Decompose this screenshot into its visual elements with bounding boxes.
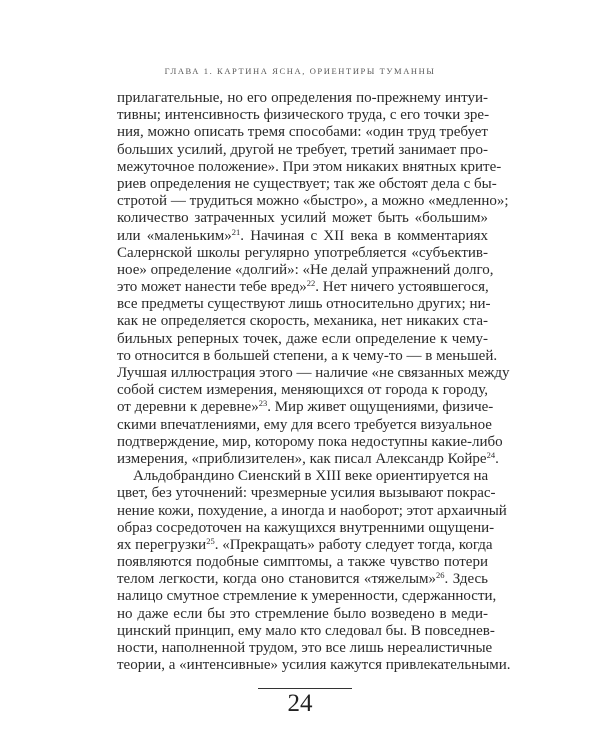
text-segment: ности, наполненной трудом, это все лишь нереалистичные	[117, 640, 493, 656]
body-text	[117, 90, 511, 674]
text-line	[117, 554, 488, 571]
text-line	[117, 622, 495, 640]
page-number-rule	[258, 688, 352, 689]
text-line	[117, 142, 488, 159]
text-line	[117, 210, 488, 227]
text-segment: появляются подобные симптомы, а также чувство потери	[117, 554, 488, 571]
text-line	[117, 158, 502, 176]
text-segment: измерения, «приблизителен», как писал Александр Койре	[117, 450, 487, 467]
text-segment: скими впечатлениями, ему для всего требуется визуальное	[117, 416, 492, 433]
text-line	[117, 347, 498, 365]
text-segment: бильных реперных точек, даже если определение к чему-	[117, 330, 488, 347]
text-line	[117, 193, 509, 210]
text-segment: . Начиная с XII века в комментариях	[240, 227, 488, 244]
text-segment: собой систем измерения, меняющихся от города к городу,	[117, 382, 488, 399]
running-header: ГЛАВА 1. КАРТИНА ЯСНА, ОРИЕНТИРЫ ТУМАННЫ	[164, 66, 436, 76]
text-segment: Альдобрандино Сиенский в XIII веке ориентируется на	[133, 468, 489, 485]
text-segment: ное» определение «долгий»: «Не делай упражнений долго,	[117, 261, 494, 278]
text-line	[117, 228, 488, 245]
text-segment: . «Прекращать» работу следует тогда, когда	[214, 536, 493, 553]
text-segment: образ сосредоточен на кажущихся внутренними ощущени-	[117, 519, 495, 536]
footnote-marker: 26	[436, 570, 445, 581]
text-segment: все предметы существуют лишь относительно других; ни-	[117, 296, 491, 313]
text-segment: . Нет ничего устоявшегося,	[315, 279, 489, 296]
text-line	[117, 657, 511, 674]
text-segment: цвет, без уточнений: чрезмерные усилия вызывают покрас-	[117, 485, 496, 502]
text-line	[117, 416, 492, 434]
text-line	[117, 124, 488, 141]
text-segment: тивны; интенсивность физического труда, с его точки зре-	[117, 107, 490, 124]
text-segment: как не определяется скорость, механика, нет никаких ста-	[117, 313, 488, 330]
text-segment: .	[495, 450, 499, 467]
text-segment: Лучшая иллюстрация этого — наличие «не связанных между	[117, 365, 510, 381]
text-line	[117, 313, 488, 330]
text-segment: налицо смутное стремление к умеренности, сдержанности,	[117, 588, 497, 605]
footnote-marker: 25	[206, 535, 215, 546]
text-line	[117, 90, 488, 107]
text-segment: то относится в большей степени, а к чему-то — в меньшей.	[117, 347, 498, 364]
text-segment: ния, можно описать тремя способами: «один труд требует	[117, 124, 488, 141]
text-segment: телом легкости, когда оно становится «тяжелым»	[117, 571, 437, 588]
text-line	[117, 296, 491, 313]
text-segment: нение кожи, похудение, а иногда и наоборот; этот архаичный	[117, 502, 507, 519]
text-segment: это может нанести тебе вред»	[117, 279, 307, 296]
text-segment: теории, а «интенсивные» усилия кажутся привлекательными.	[117, 657, 511, 674]
text-segment: прилагательные, но его определения по-прежнему интуи-	[117, 90, 488, 106]
footnote-marker: 22	[306, 278, 316, 289]
text-line	[117, 261, 494, 279]
text-segment: стротой — трудиться можно «быстро», а можно «медленно»;	[117, 193, 509, 210]
text-segment: количество затраченных усилий может быть «большим»	[117, 210, 488, 227]
text-line	[117, 107, 488, 124]
text-line	[117, 519, 495, 537]
text-line	[117, 331, 488, 348]
footnote-marker: 23	[258, 398, 268, 409]
text-line	[117, 449, 499, 468]
text-line	[117, 245, 488, 262]
text-line	[117, 279, 488, 296]
footnote-marker: 21	[231, 226, 241, 237]
text-line	[117, 175, 497, 193]
text-segment: подтверждение, мир, которому пока недоступны какие-либо	[117, 433, 503, 450]
text-line	[117, 365, 510, 382]
text-segment: цинский принцип, ему мало кто следовал бы. В повседнев-	[117, 622, 495, 639]
text-line	[117, 588, 497, 605]
text-line	[117, 606, 488, 623]
text-line	[117, 640, 493, 657]
text-segment: . Мир живет ощущениями, физиче-	[267, 399, 494, 416]
text-segment: . Здесь	[444, 571, 488, 588]
text-segment: больших усилий, другой не требует, третий занимает про-	[117, 141, 489, 158]
text-line	[117, 571, 488, 588]
text-line	[117, 382, 488, 399]
text-segment: от деревни к деревне»	[117, 399, 259, 416]
text-line	[117, 433, 503, 451]
page-number: 24	[287, 690, 313, 717]
text-segment: но даже если бы это стремление было возведено в меди-	[117, 605, 488, 622]
text-segment: риев определения не существует; так же обстоят дела с бы-	[117, 175, 497, 192]
text-segment: ях перегрузки	[117, 536, 207, 553]
text-line	[117, 535, 493, 554]
text-line	[117, 485, 496, 502]
text-segment: или «маленьким»	[117, 227, 232, 244]
text-line	[117, 468, 488, 485]
text-line	[117, 502, 507, 520]
text-segment: Салернской школы регулярно употребляется «субъектив-	[117, 244, 488, 261]
text-segment: межуточное положение». При этом никаких внятных крите-	[117, 158, 502, 175]
footnote-marker: 24	[486, 449, 496, 460]
text-line	[117, 398, 494, 416]
